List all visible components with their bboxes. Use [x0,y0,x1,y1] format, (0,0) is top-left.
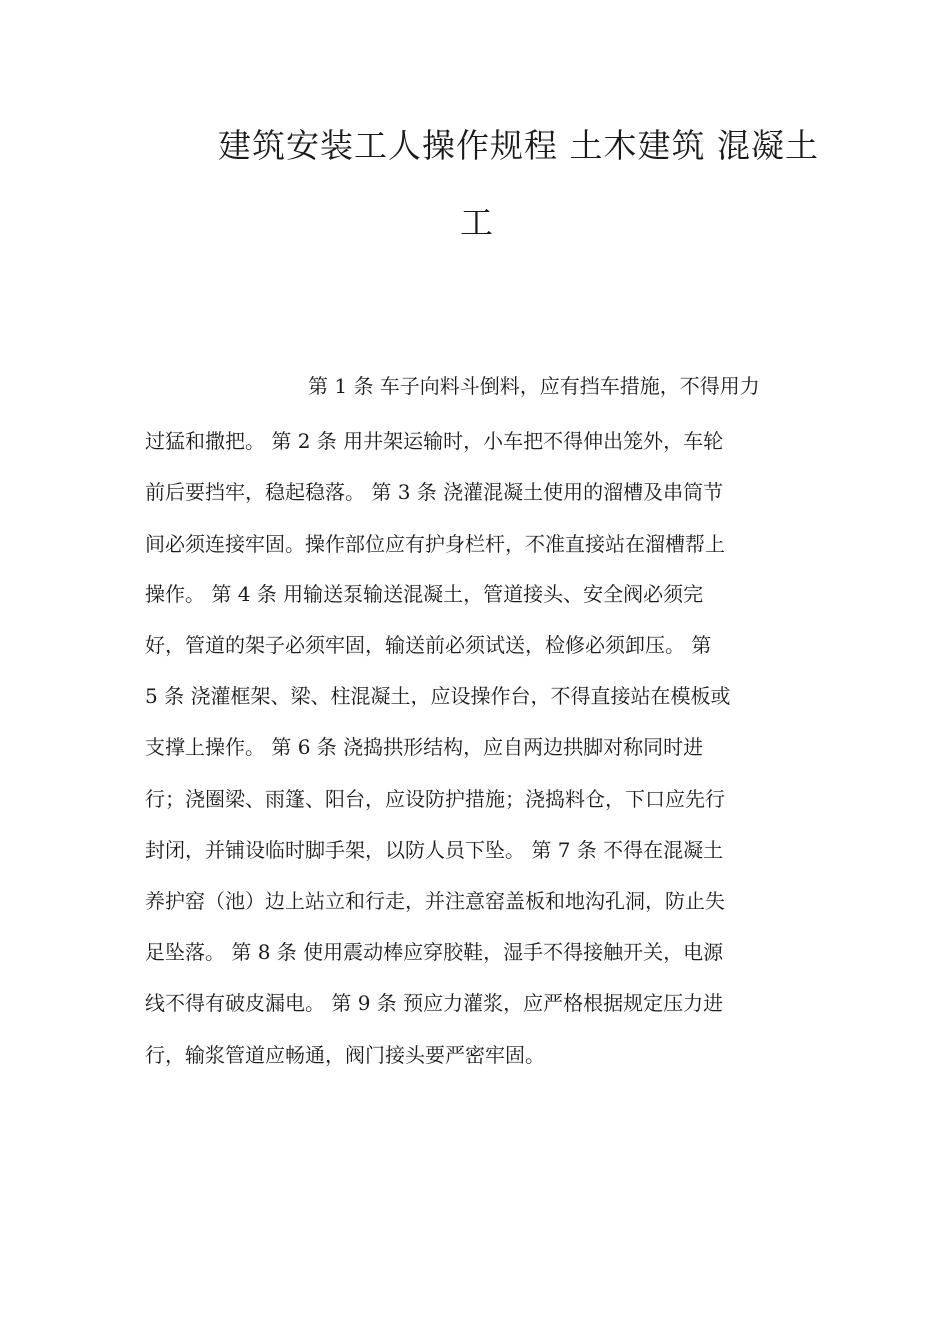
body-line-11: 养护窑（池）边上站立和行走，并注意窑盖板和地沟孔洞，防止失 [145,889,725,913]
body-line-14: 行，输浆管道应畅通，阀门接头要严密牢固。 [145,1043,545,1067]
body-line-10: 封闭，并铺设临时脚手架，以防人员下坠。 第 7 条 不得在混凝土 [145,838,724,862]
body-line-6: 好，管道的架子必须牢固，输送前必须试送，检修必须卸压。 第 [145,633,712,657]
body-line-1: 第 1 条 车子向料斗倒料，应有挡车措施，不得用力 [308,374,760,398]
body-line-3: 前后要挡牢，稳起稳落。 第 3 条 浇灌混凝土使用的溜槽及串筒节 [145,480,724,504]
body-line-5: 操作。 第 4 条 用输送泵输送混凝土，管道接头、安全阀必须完 [145,582,704,606]
document-title-line-2: 工 [460,203,494,242]
body-line-2: 过猛和撒把。 第 2 条 用井架运输时，小车把不得伸出笼外，车轮 [145,429,724,453]
body-line-12: 足坠落。 第 8 条 使用震动棒应穿胶鞋，湿手不得接触开关，电源 [145,940,724,964]
document-title-line-1: 建筑安装工人操作规程 土木建筑 混凝土 [218,126,819,165]
body-line-8: 支撑上操作。 第 6 条 浇捣拱形结构，应自两边拱脚对称同时进 [145,735,704,759]
body-line-13: 线不得有破皮漏电。 第 9 条 预应力灌浆，应严格根据规定压力进 [145,991,724,1015]
body-line-9: 行；浇圈梁、雨篷、阳台，应设防护措施；浇捣料仓，下口应先行 [145,787,725,811]
body-line-7: 5 条 浇灌框架、梁、柱混凝土，应设操作台，不得直接站在模板或 [145,684,731,708]
body-line-4: 间必须连接牢固。操作部位应有护身栏杆，不准直接站在溜槽帮上 [145,532,725,556]
